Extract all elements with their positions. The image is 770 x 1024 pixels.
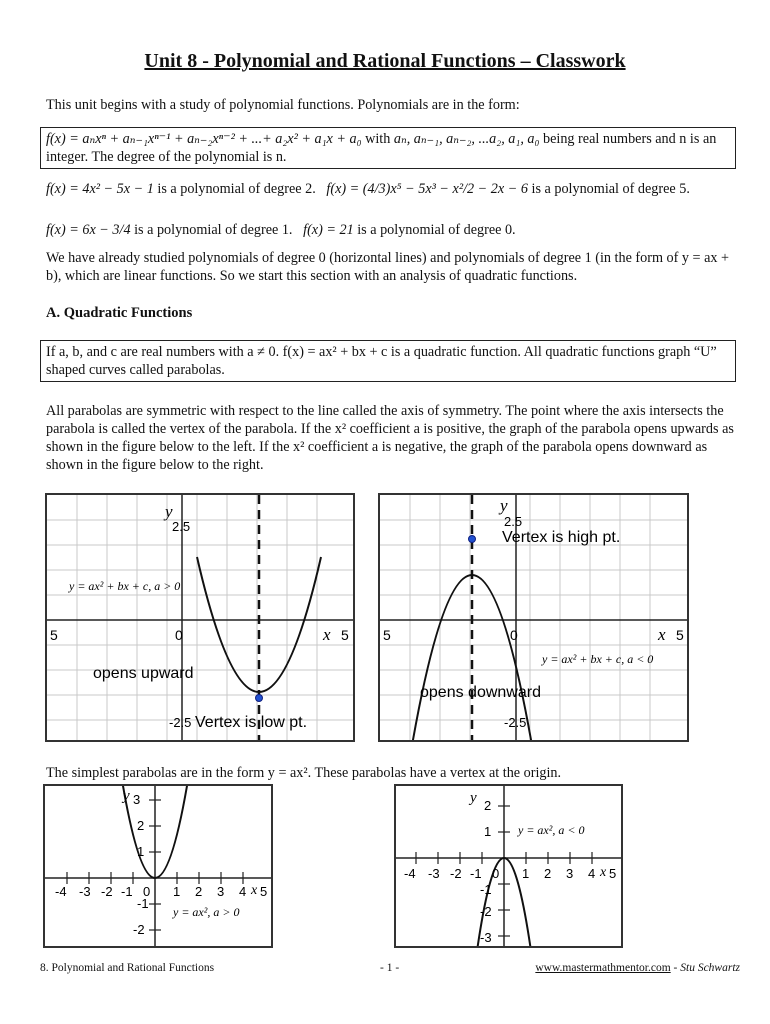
example-row-1: [46, 180, 736, 198]
intro-text: This unit begins with a study of polynomial functions. Polynomials are in the form:: [46, 97, 520, 113]
parabola-downward-graph: [380, 495, 687, 740]
example-4-text: is a polynomial of degree 0.: [357, 222, 516, 238]
footer-author: - Stu Schwartz: [670, 962, 740, 974]
footer-link[interactable]: www.mastermathmentor.com: [535, 962, 671, 974]
origin-label: 0: [510, 627, 518, 643]
x-right-label: 5: [341, 627, 349, 643]
x-tick-label-1: 1: [173, 884, 181, 899]
vertex-point: [256, 695, 263, 702]
section-a-heading: A. Quadratic Functions: [46, 305, 193, 321]
x-tick-label-0: 0: [143, 884, 151, 899]
example-3-formula: f(x) = 6x − 3/4: [46, 222, 131, 238]
x-tick-label-4: 4: [239, 884, 247, 899]
x-tick-label-neg3: -3: [79, 884, 91, 899]
symmetry-paragraph: All parabolas are symmetric with respect to the line called the axis of symmetry. The point where the axis intersects the parabola is called the vertex of the parabola. If the x² coefficient a is positive, the graph of the parabola opens upwards as shown in the figure below to the left. If the x² coefficient a is negative, the graph of the parabola opens downward as shown in the figure below to the right.: [46, 403, 734, 473]
example-2-text: is a polynomial of degree 5.: [531, 181, 690, 197]
x-tick-label-neg1: -1: [470, 866, 482, 881]
x-tick-label-neg2: -2: [450, 866, 462, 881]
x-tick-label-2: 2: [195, 884, 203, 899]
x-tick-label-4: 4: [588, 866, 596, 881]
example-1-formula: f(x) = 4x² − 5x − 1: [46, 181, 154, 197]
x-tick-label-neg3: -3: [428, 866, 440, 881]
y-tick-label-neg3: -3: [480, 930, 492, 945]
example-1-text: is a polynomial of degree 2.: [157, 181, 316, 197]
y-tick-label-neg1: -1: [137, 896, 149, 911]
vertex-label: Vertex is high pt.: [502, 529, 621, 546]
y-axis-label: y: [123, 788, 130, 804]
origin-label: 0: [175, 627, 183, 643]
footer-page-number: - 1 -: [380, 962, 400, 974]
y-axis-label: y: [165, 502, 173, 521]
x-tick-label-2: 2: [544, 866, 552, 881]
x-tick-label-3: 3: [566, 866, 574, 881]
y-bottom-label: -2.5: [504, 715, 527, 730]
quadratic-definition-box: If a, b, and c are real numbers with a ≠ 0. f(x) = ax² + bx + c is a quadratic function. All quadratic functions graph “U” shaped curves called parabolas.: [40, 340, 736, 382]
vertex-label: Vertex is low pt.: [195, 714, 308, 731]
y-tick-label-neg1: -1: [480, 882, 492, 897]
polynomial-formula: f(x) = aₙxⁿ + aₙ₋₁xⁿ⁻¹ + aₙ₋₂xⁿ⁻² + ...+ a₂x² + a₁x + a₀: [46, 131, 362, 147]
grid: [47, 495, 353, 740]
x-left-label: 5: [50, 627, 58, 643]
simplest-paragraph: The simplest parabolas are in the form y = ax². These parabolas have a vertex at the origin.: [46, 765, 562, 781]
x-tick-label-neg1: -1: [121, 884, 133, 899]
example-3-text: is a polynomial of degree 1.: [134, 222, 293, 238]
x-axis-label: x: [251, 883, 258, 898]
x-axis-label: x: [600, 865, 607, 880]
x-tick-label-5: 5: [609, 866, 617, 881]
x-tick-label-1: 1: [522, 866, 530, 881]
with-text: with: [365, 131, 391, 147]
studied-paragraph: We have already studied polynomials of degree 0 (horizontal lines) and polynomials of degree 1 (in the form of y = ax + b), which are linear functions. So we start this section with an analysis of quadratic functions.: [46, 250, 730, 284]
y-tick-label-1: 1: [484, 824, 492, 839]
polynomial-form-box: [40, 127, 736, 169]
y-tick-label-3: 3: [133, 792, 141, 807]
page-title: Unit 8 - Polynomial and Rational Functions – Classwork: [144, 50, 626, 72]
y-axis-label: y: [500, 496, 508, 515]
simple-parabola-down-figure: [394, 784, 623, 948]
y-tick-label-neg2: -2: [133, 922, 145, 937]
y-top-label: 2.5: [504, 514, 523, 529]
x-tick-label-5: 5: [260, 884, 268, 899]
equation-label: y = ax² + bx + c, a > 0: [69, 579, 181, 593]
parabola-upward-graph: [47, 495, 353, 740]
y-tick-label-2: 2: [484, 798, 492, 813]
x-axis-label: x: [658, 625, 666, 644]
y-axis-label: y: [470, 790, 477, 806]
equation-label: y = ax², a > 0: [173, 905, 240, 919]
footer-credit: [535, 962, 740, 974]
opens-label: opens upward: [93, 665, 194, 682]
x-axis-label: x: [323, 625, 331, 644]
x-tick-label-neg4: -4: [404, 866, 416, 881]
y-tick-label-neg2: -2: [480, 904, 492, 919]
y-bottom-label: -2.5: [169, 715, 192, 730]
x-right-label: 5: [676, 627, 684, 643]
simple-parabola-up-figure: [43, 784, 273, 948]
x-tick-label-3: 3: [217, 884, 225, 899]
example-row-2: [46, 221, 736, 239]
x-left-label: 5: [383, 627, 391, 643]
polynomial-form-rest: being real numbers and n is an integer. The degree of the polynomial is n.: [46, 131, 717, 165]
x-tick-label-neg2: -2: [101, 884, 113, 899]
simple-parabola-down-graph: [396, 786, 621, 946]
equation-label: y = ax² + bx + c, a < 0: [542, 652, 654, 666]
x-tick-label-neg4: -4: [55, 884, 67, 899]
parabola-downward-figure: [378, 493, 689, 742]
coefficient-list: aₙ, aₙ₋₁, aₙ₋₂, ...a₂, a₁, a₀: [393, 131, 540, 147]
y-tick-label-1: 1: [137, 844, 145, 859]
y-top-label: 2.5: [172, 519, 191, 534]
example-2-formula: f(x) = (4/3)x⁵ − 5x³ − x²/2 − 2x − 6: [326, 181, 528, 197]
simple-parabola-up-graph: [45, 786, 271, 946]
x-tick-label-0: 0: [492, 866, 500, 881]
opens-label: opens downward: [420, 684, 541, 701]
equation-label: y = ax², a < 0: [518, 823, 585, 837]
footer-chapter: 8. Polynomial and Rational Functions: [40, 962, 215, 974]
example-4-formula: f(x) = 21: [303, 222, 354, 238]
parabola-upward-figure: [45, 493, 355, 742]
y-tick-label-2: 2: [137, 818, 145, 833]
vertex-point: [469, 536, 476, 543]
